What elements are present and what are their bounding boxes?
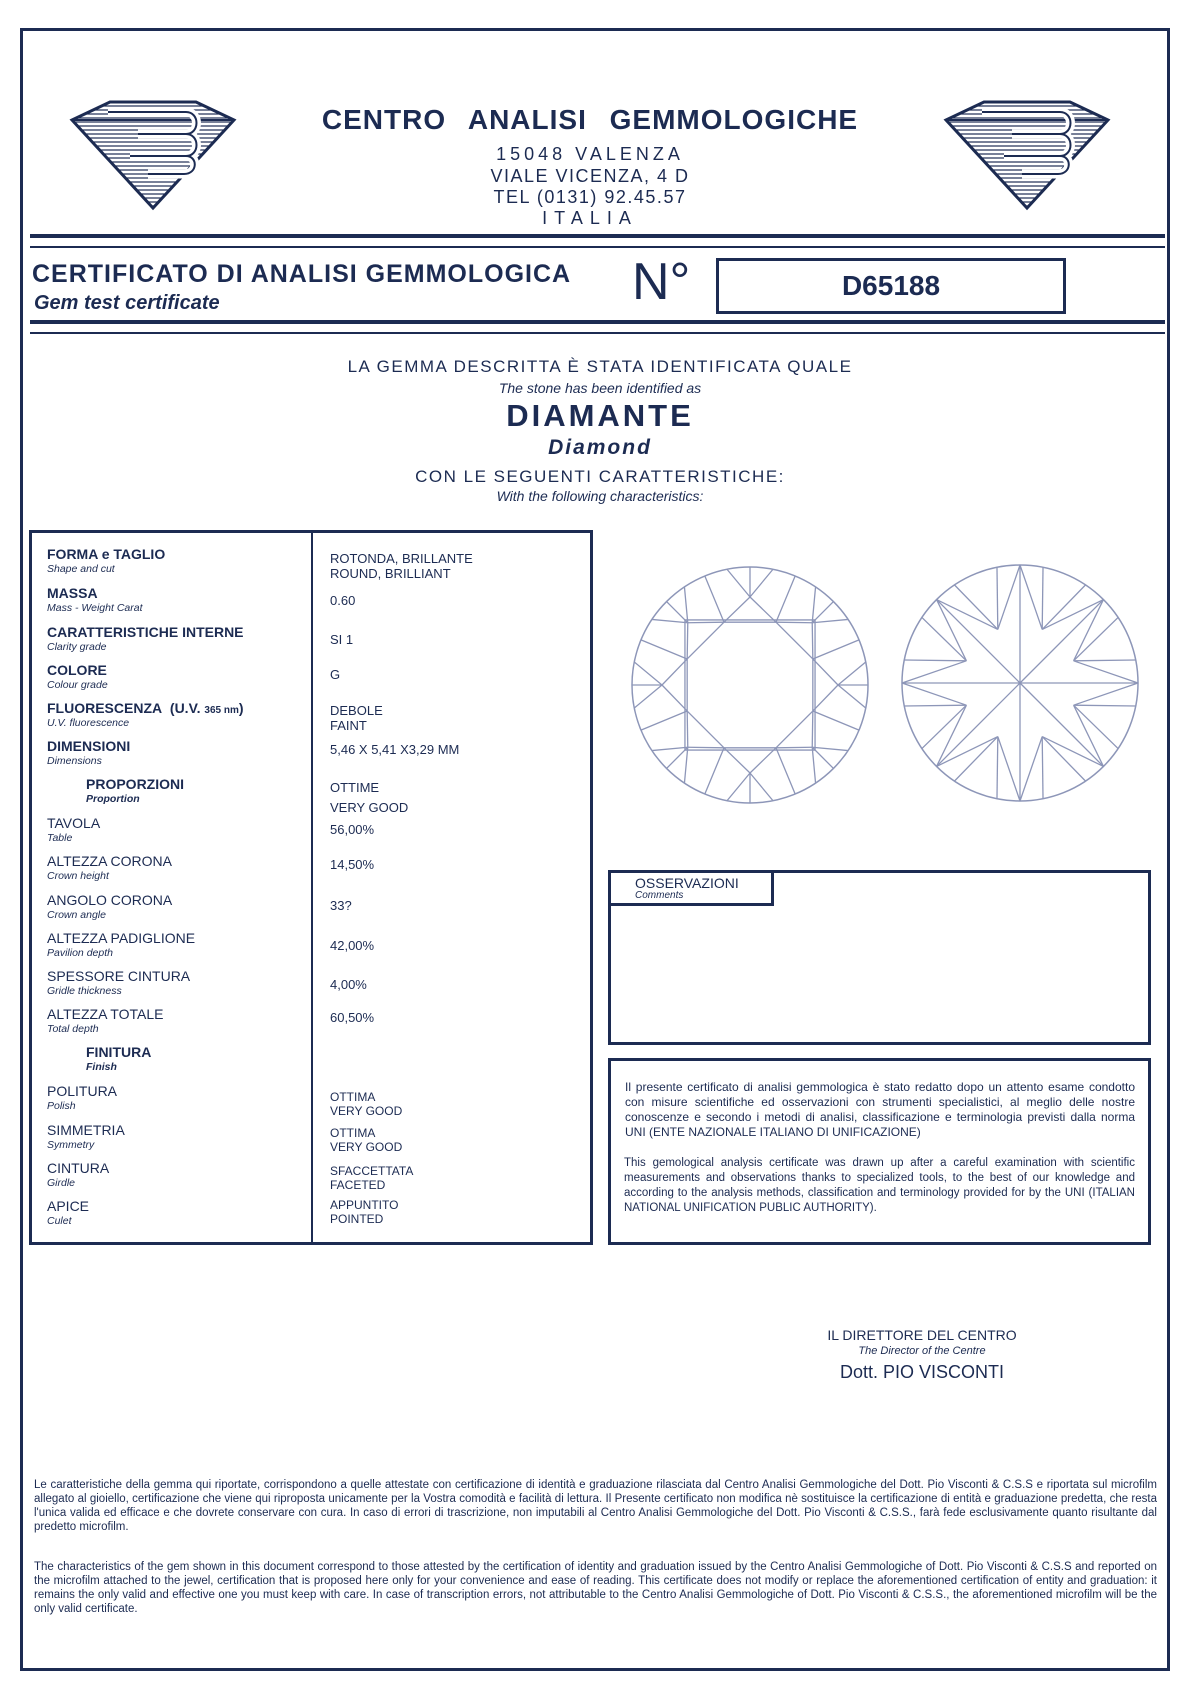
facet-line — [705, 576, 724, 622]
facet-line — [1074, 617, 1119, 660]
table-pct-value: 56,00% — [330, 822, 375, 837]
facet-line — [812, 747, 833, 768]
facet-line — [812, 623, 813, 659]
facet-line — [750, 773, 773, 801]
director-title: IL DIRETTORE DEL CENTRO — [827, 1327, 1017, 1343]
divider — [30, 246, 1165, 248]
crown-height-value: 14,50% — [330, 857, 375, 872]
facet-line — [812, 711, 813, 747]
finish-label: FINITURA Finish — [86, 1044, 152, 1073]
facet-line — [937, 600, 1020, 683]
facet-line — [634, 662, 662, 685]
facet-line — [997, 737, 998, 799]
facet-line — [1074, 683, 1138, 705]
facet-line — [838, 685, 866, 708]
dimensions-value: 5,46 X 5,41 X3,29 MM — [330, 742, 460, 757]
facet-line — [902, 683, 966, 705]
statement-english: This gemological analysis certificate was drawn up after a careful examination with scientific measurements and observations thanks to specialized tools, to the best of our knowledge and according to the analysis methods, classification and terminology provided for by the UNI (ITALIAN NATIONAL UNIFICATION PUBLIC AUTHORITY). — [624, 1157, 1135, 1214]
proportion-value: OTTIME VERY GOOD — [330, 780, 409, 815]
facet-line — [634, 685, 662, 708]
crown-angle-value: 33? — [330, 898, 352, 913]
identification-intro: LA GEMMA DESCRITTA È STATA IDENTIFICATA QUALE — [347, 357, 853, 376]
facet-line — [922, 617, 967, 660]
divider — [30, 320, 1165, 324]
certificate-number: D65188 — [716, 258, 1066, 314]
stone-name: DIAMANTE — [506, 398, 694, 433]
facet-line — [998, 565, 1020, 629]
facet-line — [997, 567, 998, 629]
facet-line — [662, 685, 687, 711]
facet-line — [813, 685, 838, 711]
divider — [30, 332, 1165, 334]
polish-value: OTTIMA VERY GOOD — [330, 1090, 403, 1118]
address-street: VIALE VICENZA, 4 D — [490, 166, 690, 186]
facet-line — [813, 711, 859, 730]
colour-value: G — [330, 667, 341, 682]
org-name: CENTRO ANALISI GEMMOLOGICHE — [321, 104, 859, 135]
culet-value: APPUNTITO POINTED — [330, 1198, 399, 1226]
facet-line — [776, 622, 812, 623]
girdle-value: SFACCETTATA FACETED — [330, 1164, 414, 1192]
facet-line — [688, 747, 724, 748]
polish-label: POLITURA Polish — [47, 1083, 118, 1112]
facet-line — [750, 748, 776, 773]
facet-line — [812, 619, 848, 622]
facet-line — [1074, 661, 1138, 683]
facet-line — [667, 602, 688, 623]
facet-line — [1020, 683, 1103, 766]
address-city: 15048 VALENZA — [496, 144, 684, 164]
facet-line — [641, 711, 687, 730]
facet-line — [922, 705, 967, 748]
facet-line — [776, 622, 813, 659]
girdle-thickness-label: SPESSORE CINTURA Gridle thickness — [47, 968, 191, 997]
facet-line — [937, 705, 967, 766]
facet-line — [776, 576, 795, 622]
facet-line — [954, 585, 997, 630]
clarity-label: CARATTERISTICHE INTERNE Clarity grade — [47, 624, 244, 653]
facet-line — [1020, 737, 1042, 801]
comments-subtitle: Comments — [635, 890, 684, 901]
facet-line — [687, 711, 724, 748]
facet-line — [776, 711, 813, 748]
fluorescence-label: FLUORESCENZA (U.V. 365 nm) U.V. fluorescence — [47, 700, 244, 729]
characteristics-intro-en: With the following characteristics: — [496, 488, 704, 504]
pavilion-depth-label: ALTEZZA PADIGLIONE Pavilion depth — [47, 930, 196, 959]
colour-label: COLORE Colour grade — [47, 662, 108, 691]
facet-line — [688, 622, 724, 623]
mass-value: 0.60 — [330, 593, 356, 608]
shape-value: ROTONDA, BRILLANTE ROUND, BRILLIANT — [330, 551, 473, 581]
facet-line — [652, 619, 688, 622]
symmetry-value: OTTIMA VERY GOOD — [330, 1126, 403, 1154]
table-pct-label: TAVOLA Table — [47, 815, 101, 844]
facet-line — [687, 623, 688, 659]
characteristics-intro: CON LE SEGUENTI CARATTERISTICHE: — [415, 467, 785, 486]
director-name: Dott. PIO VISCONTI — [839, 1362, 1005, 1382]
facet-line — [684, 587, 687, 623]
facet-line — [812, 747, 848, 750]
facet-line — [1074, 660, 1136, 661]
shape-label: FORMA e TAGLIO Shape and cut — [47, 546, 166, 575]
crown-height-label: ALTEZZA CORONA Crown height — [47, 853, 172, 882]
symmetry-label: SIMMETRIA Symmetry — [47, 1122, 125, 1151]
facet-line — [954, 737, 997, 782]
comments-title-box — [608, 870, 774, 906]
diamond-logo-icon — [68, 100, 238, 212]
divider — [30, 234, 1165, 238]
brilliant-pavilion-view-icon — [895, 558, 1145, 808]
crown-angle-label: ANGOLO CORONA Crown angle — [47, 892, 173, 921]
facet-line — [812, 587, 815, 623]
facet-line — [902, 661, 966, 683]
facet-line — [1074, 705, 1104, 766]
address-phone: TEL (0131) 92.45.57 — [493, 187, 687, 207]
total-depth-value: 60,50% — [330, 1010, 375, 1025]
certificate-subtitle: Gem test certificate — [34, 292, 220, 314]
facet-line — [727, 569, 750, 597]
director-title-en: The Director of the Centre — [858, 1345, 986, 1357]
facet-line — [904, 660, 966, 661]
facet-line — [1074, 705, 1136, 706]
dimensions-label: DIMENSIONI Dimensions — [47, 738, 131, 767]
facet-line — [687, 622, 724, 659]
address-country: ITALIA — [542, 208, 638, 228]
girdle-label: CINTURA Girdle — [47, 1160, 110, 1189]
facet-line — [1042, 600, 1103, 630]
fluorescence-value: DEBOLE FAINT — [330, 703, 383, 733]
facet-line — [776, 748, 795, 794]
facet-line — [813, 640, 859, 659]
pavilion-depth-value: 42,00% — [330, 938, 375, 953]
facet-line — [687, 711, 688, 747]
facet-line — [662, 659, 687, 685]
facet-line — [750, 597, 776, 622]
brilliant-crown-view-icon — [625, 560, 875, 810]
facet-line — [937, 683, 1020, 766]
facet-line — [812, 747, 815, 783]
facet-line — [937, 600, 967, 661]
facet-line — [667, 747, 688, 768]
facet-line — [1042, 737, 1103, 767]
girdle-thickness-value: 4,00% — [330, 977, 367, 992]
facet-line — [1074, 600, 1104, 661]
total-depth-label: ALTEZZA TOTALE Total depth — [47, 1006, 164, 1035]
facet-line — [813, 659, 838, 685]
facet-line — [652, 747, 688, 750]
comments-title: OSSERVAZIONI — [635, 875, 739, 891]
footer-italian: Le caratteristiche della gemma qui riportate, corrispondono a quelle attestate con certificazione di identità e graduazione rilasciata dal Centro Analisi Gemmologiche del Dott. Pio Visconti & C.S.S e riportata sul microfilm allegato al gioiello, certificazione che viene qui riproposta unicamente per la Vostra comodità e facilità di lettura. Il Presente certificato non modifica nè sostituisce la certificazione di entità e graduazione predetta, che resta l'unica valida ed efficace e che dovrete conservare con cura. In caso di errori di trascrizione, non imputabili al Centro Analisi Gemmologiche del Dott. Pio Visconti & C.S.S., farà fede esclusivamente quanto risultante dal predetto microfilm. — [34, 1479, 1157, 1533]
facet-line — [812, 602, 833, 623]
mass-label: MASSA Mass - Weight Carat — [47, 585, 143, 614]
facet-line — [750, 569, 773, 597]
identification-intro-en: The stone has been identified as — [498, 380, 702, 396]
facet-line — [724, 748, 750, 773]
footer-english: The characteristics of the gem shown in this document correspond to those attested by the certification of identity and graduation issued by the Centro Analisi Gemmologiche of Dott. Pio Visconti & C.S.S and reported on the microfilm attached to the jewel, certification that is proposed here only for your convenience and ease of reading. This certificate does not modify or replace the aforementioned certification of entity and graduation: it remains the only valid and effective one you must keep with care. In case of transcription errors, not attributable to the Centro Analisi Gemmologiche of Dott. Pio Visconti & C.S.S., the aforementioned microfilm will be the only valid certificate. — [34, 1561, 1157, 1615]
facet-line — [1042, 567, 1043, 629]
facet-line — [838, 662, 866, 685]
facet-line — [684, 747, 687, 783]
facet-line — [727, 773, 750, 801]
facet-line — [1042, 585, 1085, 630]
facet-line — [998, 737, 1020, 801]
facet-line — [776, 747, 812, 748]
facet-line — [724, 597, 750, 622]
facet-line — [1042, 737, 1085, 782]
table-divider — [311, 531, 313, 1244]
stone-name-en: Diamond — [548, 436, 652, 459]
diamond-logo-icon — [942, 100, 1112, 212]
statement-italian: Il presente certificato di analisi gemmologica è stato redatto dopo un attento esame condotto con misure scientifiche ed osservazioni con strumenti specialistici, al meglio delle nostre conoscenze e secondo i metodi di analisi, classificazione e terminologia previsti dalla norma UNI (ENTE NAZIONALE ITALIANO DI UNIFICAZIONE) — [625, 1080, 1135, 1139]
facet-line — [641, 640, 687, 659]
facet-line — [1020, 600, 1103, 683]
facet-line — [937, 600, 998, 630]
facet-line — [1020, 565, 1042, 629]
proportion-label: PROPORZIONI Proportion — [86, 776, 185, 805]
certificate-title: CERTIFICATO DI ANALISI GEMMOLOGICA — [32, 260, 572, 288]
facet-line — [904, 705, 966, 706]
facet-line — [937, 737, 998, 767]
facet-line — [705, 748, 724, 794]
culet-label: APICE Culet — [47, 1198, 90, 1227]
facet-line — [1042, 737, 1043, 799]
facet-line — [1074, 705, 1119, 748]
clarity-value: SI 1 — [330, 632, 354, 647]
number-label: N° — [632, 253, 691, 311]
